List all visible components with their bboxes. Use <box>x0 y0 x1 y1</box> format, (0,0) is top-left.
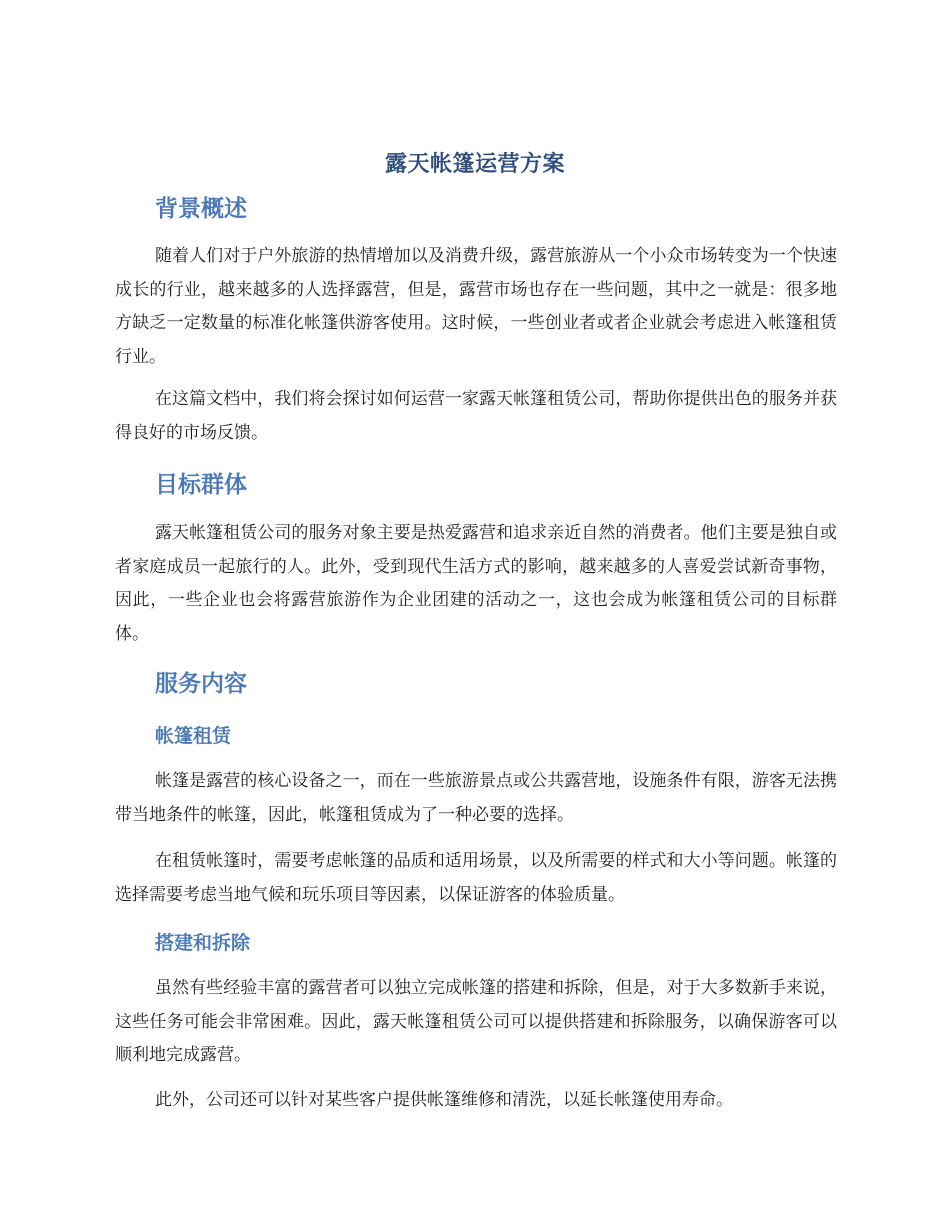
section-heading-background: 背景概述 <box>155 196 247 222</box>
section-heading-services: 服务内容 <box>155 671 247 697</box>
paragraph-background-2: 在这篇文档中，我们将会探讨如何运营一家露天帐篷租赁公司，帮助你提供出色的服务并获得良好的市场反馈。 <box>115 389 837 443</box>
paragraph-setup-teardown-1: 虽然有些经验丰富的露营者可以独立完成帐篷的搭建和拆除，但是，对于大多数新手来说，这些任务可能会非常困难。因此，露天帐篷租赁公司可以提供搭建和拆除服务，以确保游客可以顺利地完成露营。 <box>115 978 837 1065</box>
paragraph-background-1: 随着人们对于户外旅游的热情增加以及消费升级，露营旅游从一个小众市场转变为一个快速成长的行业，越来越多的人选择露营，但是，露营市场也存在一些问题，其中之一就是：很多地方缺乏一定数量的标准化帐篷供游客使用。这时候，一些创业者或者企业就会考虑进入帐篷租赁行业。 <box>115 246 837 367</box>
paragraph-tent-rental-1: 帐篷是露营的核心设备之一，而在一些旅游景点或公共露营地，设施条件有限，游客无法携带当地条件的帐篷，因此，帐篷租赁成为了一种必要的选择。 <box>115 771 837 825</box>
paragraph-target-group: 露天帐篷租赁公司的服务对象主要是热爱露营和追求亲近自然的消费者。他们主要是独自或者家庭成员一起旅行的人。此外，受到现代生活方式的影响，越来越多的人喜爱尝试新奇事物，因此，一些企业也会将露营旅游作为企业团建的活动之一，这也会成为帐篷租赁公司的目标群体。 <box>115 523 837 644</box>
subsection-heading-tent-rental: 帐篷租赁 <box>155 725 232 747</box>
section-heading-target-group: 目标群体 <box>155 472 247 498</box>
document-title: 露天帐篷运营方案 <box>384 152 565 177</box>
paragraph-tent-rental-2: 在租赁帐篷时，需要考虑帐篷的品质和适用场景，以及所需要的样式和大小等问题。帐篷的选择需要考虑当地气候和玩乐项目等因素，以保证游客的体验质量。 <box>115 851 837 905</box>
paragraph-setup-teardown-2: 此外，公司还可以针对某些客户提供帐篷维修和清洗，以延长帐篷使用寿命。 <box>155 1090 733 1110</box>
subsection-heading-setup-teardown: 搭建和拆除 <box>155 932 251 954</box>
